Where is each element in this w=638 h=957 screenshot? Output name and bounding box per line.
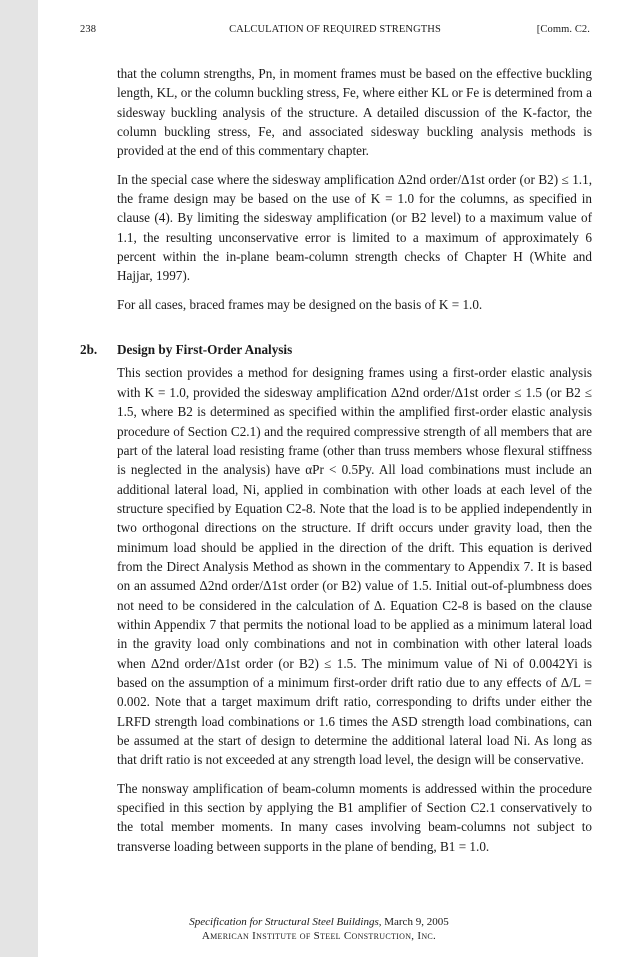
running-header: [80, 24, 590, 40]
footer-spec-title: Specification for Structural Steel Buildings,: [189, 916, 382, 928]
page-footer: [0, 915, 638, 943]
page-gutter: [0, 0, 38, 957]
footer-publisher: American Institute of Steel Construction, Inc.: [201, 930, 437, 942]
page-number: 238: [80, 24, 97, 35]
paragraph-first-order-method: This section provides a method for designing frames using a first-order elastic analysis with K = 1.0, provided the sidesway amplification Δ2nd order/Δ1st order ≤ 1.5 (or B2 ≤ 1.5, where B2 is determined as specified within the amplified first-order elastic analysis procedure of Section C2.1) and the required compressive strength of all members that are part of the lateral load resisting frame (other than truss members whose flexural stiffness is neglected in the analysis) have αPr < 0.5Py. All load combinations must include an additional lateral load, Ni, applied in combination with other loads at each level of the structure specified by Equation C2-8. Note that the load is to be applied independently in two orthogonal directions on the structure. If drift occurs under gravity load, then the minimum load should be applied in the direction of the drift. This equation is derived from the Direct Analysis Method as shown in the commentary to Appendix 7. It is based on an assumed Δ2nd order/Δ1st order (or B2) value of 1.5. Initial out-of-plumbness does not need to be considered in the calculation of Δ. Equation C2-8 is based on the clause within Appendix 7 that permits the notional load to be applied as a minimum lateral load in the gravity load only combinations and not in combination with other lateral loads when Δ2nd order/Δ1st order (or B2) ≤ 1.5. The minimum value of Ni of 0.0042Yi is based on the assumption of a minimum first-order drift ratio due to any effects of Δ/L = 0.002. Note that a target maximum drift ratio, corresponding to drifts under either the LRFD strength load combinations or 1.6 times the ASD strength load combinations, can be assumed at the start of design to determine the additional lateral load Ni. As long as that drift ratio is not exceeded at any strength load level, the design will be conservative.: [117, 365, 592, 768]
paragraph-column-strengths: that the column strengths, Pn, in moment frames must be based on the effective buckling length, KL, or the column buckling stress, Fe, where either KL or Fe is determined from a sidesway buckling analysis of the structure. A detailed discussion of the K-factor, the column buckling stress, Fe, and associated sidesway buckling analysis methods is provided at the end of this commentary chapter.: [117, 66, 592, 159]
section-reference: [Comm. C2.: [536, 24, 590, 35]
body-text: [80, 64, 592, 865]
section-title: Design by First-Order Analysis: [117, 342, 293, 358]
footer-date: March 9, 2005: [384, 916, 449, 928]
section-heading: [80, 340, 592, 359]
running-title: CALCULATION OF REQUIRED STRENGTHS: [229, 24, 441, 35]
paragraph-braced-frames: For all cases, braced frames may be designed on the basis of K = 1.0.: [117, 296, 483, 312]
paragraph-nonsway-amplification: The nonsway amplification of beam-column moments is addressed within the procedure specified in this section by applying the B1 amplifier of Section C2.1 conservatively to the total member moments. In many cases involving beam-columns not subject to transverse loading between supports in the plane of bending, B1 = 1.0.: [117, 780, 592, 854]
section-number: 2b.: [80, 342, 98, 358]
footer-citation: [0, 915, 638, 929]
paragraph-special-case: In the special case where the sidesway amplification Δ2nd order/Δ1st order (or B2) ≤ 1.1, the frame design may be based on the use of K = 1.0 for the columns, as specified in clause (4). By limiting the sidesway amplification (or B2 level) to a maximum value of 1.1, the resulting unconservative error is limited to a maximum of approximately 6 percent within the in-plane beam-column strength checks of Chapter H (White and Hajjar, 1997).: [117, 171, 592, 284]
